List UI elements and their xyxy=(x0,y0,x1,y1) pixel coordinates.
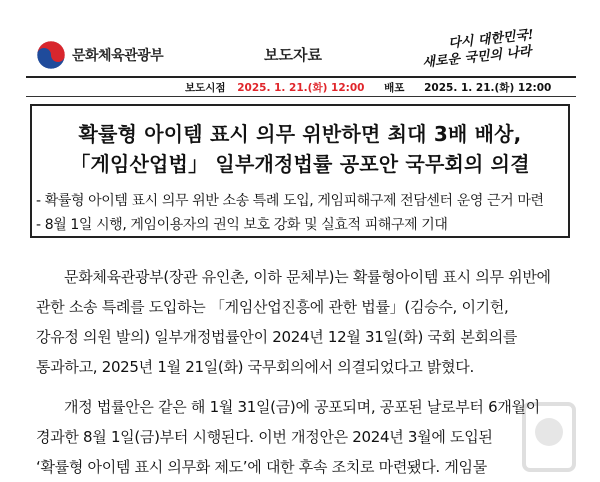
document-type: 보도자료 xyxy=(264,46,322,64)
headline-subpoint-2: - 8월 1일 시행, 게임이용자의 권익 보호 강화 및 실효적 피해구제 기대 xyxy=(36,217,448,233)
ministry-logo xyxy=(36,40,163,70)
paragraph-line: 개정 법률안은 같은 해 1월 31일(금)에 공포되며, 공포된 날로부터 6개월이 xyxy=(64,398,540,416)
distribution-value: 2025. 1. 21.(화) 12:00 xyxy=(424,82,552,94)
paragraph-line: ‘확률형 아이템 표시 의무화 제도’에 대한 후속 조치로 마련됐다. 게임물 xyxy=(36,458,487,476)
release-time-value: 2025. 1. 21.(화) 12:00 xyxy=(237,82,365,94)
header-divider xyxy=(26,76,576,78)
paragraph-line: 통과하고, 2025년 1월 21일(화) 국무회의에서 의결되었다고 밝혔다. xyxy=(36,358,474,376)
slogan-line-2: 새로운 국민의 나라 xyxy=(421,44,533,71)
headline-subpoint-1: - 확률형 아이템 표시 의무 위반 소송 특례 도입, 게임피해구제 전담센터 운영 근거 마련 xyxy=(36,193,544,209)
release-info xyxy=(185,80,551,95)
slogan-line-1: 다시 대한민국! xyxy=(447,27,535,52)
headline-title-line-2: 「게임산업법」 일부개정법률 공포안 국무회의 의결 xyxy=(70,152,530,176)
release-divider xyxy=(26,96,576,97)
body-paragraph-2 xyxy=(36,392,572,482)
slogan-logo xyxy=(408,27,568,71)
paragraph-line: 경과한 8월 1일(금)부터 시행된다. 이번 개정안은 2024년 3월에 도입된 xyxy=(36,428,493,446)
body-paragraph-1 xyxy=(36,262,572,382)
press-release-header xyxy=(0,0,600,78)
headline-title-line-1: 확률형 아이템 표시 의무 위반하면 최대 3배 배상, xyxy=(78,122,522,146)
ministry-name: 문화체육관광부 xyxy=(72,48,164,64)
distribution-label: 배포 xyxy=(384,82,405,94)
headline-box xyxy=(30,104,570,238)
taegeuk-emblem-icon xyxy=(36,40,66,70)
paragraph-line: 관한 소송 특례를 도입하는 「게임산업진흥에 관한 법률」(김승수, 이기헌, xyxy=(36,298,509,316)
watermark-logo-icon xyxy=(516,398,582,478)
paragraph-line: 강유정 의원 발의) 일부개정법률안이 2024년 12월 31일(화) 국회 본회의를 xyxy=(36,328,518,346)
release-time-label: 보도시점 xyxy=(185,82,226,94)
paragraph-line: 문화체육관광부(장관 유인촌, 이하 문체부)는 확률형아이템 표시 의무 위반에 xyxy=(64,268,551,286)
